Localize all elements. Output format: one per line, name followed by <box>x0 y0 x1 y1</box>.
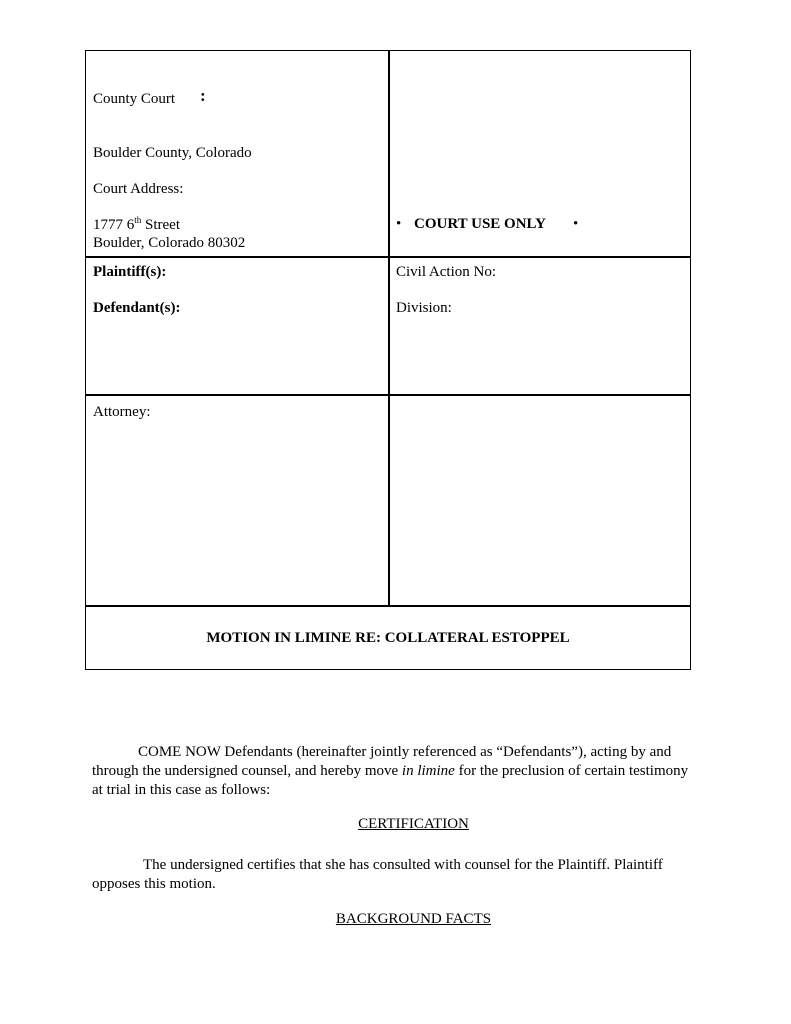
bullet-right: • <box>573 216 579 232</box>
court-address-label: Court Address: <box>93 181 184 197</box>
defendant-label: Defendant(s): <box>93 300 181 316</box>
certification-paragraph: The undersigned certifies that she has consulted with counsel for the Plaintiff. Plaintiff opposes this motion. <box>92 857 663 892</box>
certification-heading: CERTIFICATION <box>358 816 469 832</box>
intro-paragraph: COME NOW Defendants (hereinafter jointly referenced as “Defendants”), acting by and through the undersigned counsel, and hereby move in limine for the preclusion of certain testimony at trial in this case as follows: <box>92 744 689 798</box>
court-street: 1777 6th Street <box>93 215 181 233</box>
plaintiff-label: Plaintiff(s): <box>93 264 167 280</box>
court-name-colon: : <box>200 86 206 105</box>
court-name: County Court <box>93 91 176 107</box>
civil-action-label: Civil Action No: <box>396 264 497 280</box>
case-number-cell <box>389 257 692 394</box>
division-label: Division: <box>396 300 452 316</box>
court-city: Boulder, Colorado 80302 <box>93 235 246 251</box>
document-title: MOTION IN LIMINE RE: COLLATERAL ESTOPPEL <box>206 630 570 646</box>
court-info-cell <box>86 51 388 256</box>
attorney-label: Attorney: <box>93 404 151 420</box>
parties-cell <box>86 257 388 394</box>
case-caption-box <box>85 50 691 670</box>
court-county: Boulder County, Colorado <box>93 145 252 161</box>
background-facts-heading: BACKGROUND FACTS <box>335 911 492 927</box>
attorney-cell <box>86 395 388 605</box>
caption-row-divider-3 <box>86 605 690 607</box>
court-use-only-cell <box>389 51 692 256</box>
court-use-only-label: COURT USE ONLY <box>414 216 547 232</box>
bullet-left: • <box>396 216 402 232</box>
